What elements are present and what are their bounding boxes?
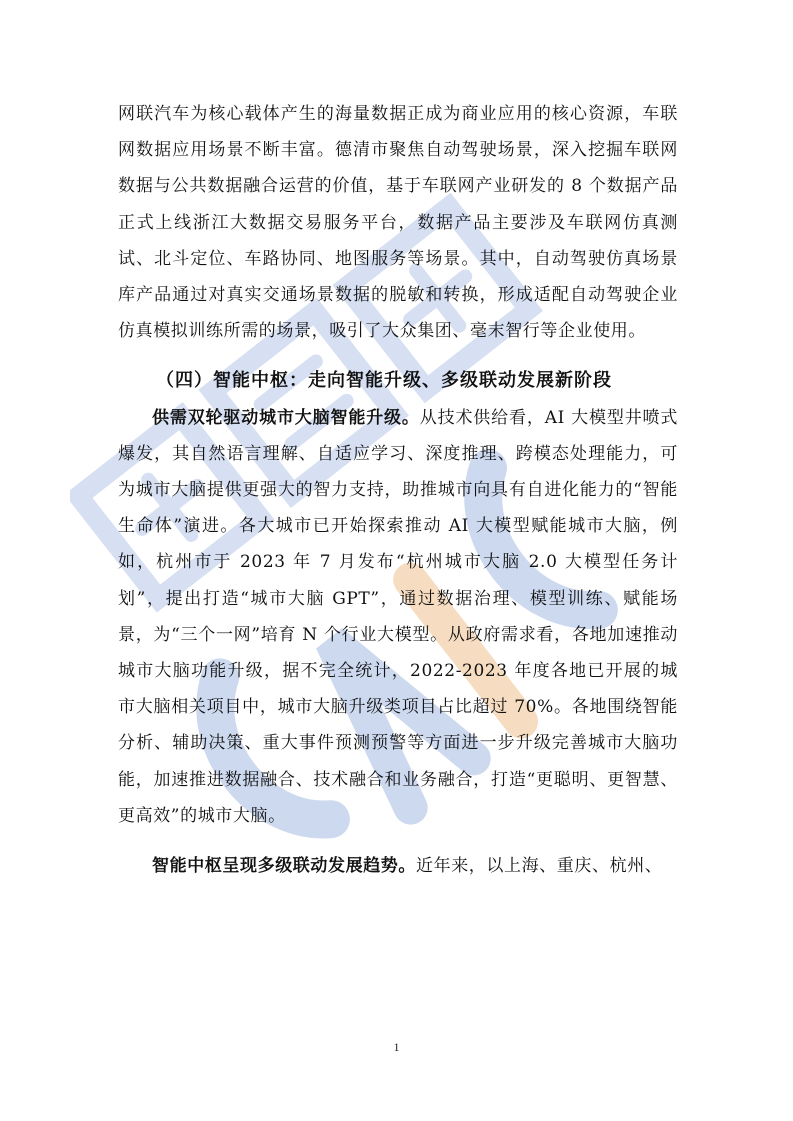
paragraph-city-brain — [118, 400, 678, 834]
paragraph-lead: 供需双轮驱动城市大脑智能升级。 — [152, 407, 420, 428]
paragraph-multilevel — [118, 848, 678, 884]
page-number: 1 — [393, 1040, 400, 1054]
spacer — [118, 349, 678, 363]
paragraph-lead: 智能中枢呈现多级联动发展趋势。 — [152, 856, 416, 877]
paragraph-vehicle-network: 网联汽车为核心载体产生的海量数据正成为商业应用的核心资源，车联网数据应用场景不断丰富。德清市聚焦自动驾驶场景，深入挖掘车联网数据与公共数据融合运营的价值，基于车联网产业研发的 8 个数据产品正式上线浙江大数据交易服务平台，数据产品主要涉及车联网仿真测试、北斗定位、车路协同、地图服务等场景。其中，自动驾驶仿真场景库产品通过对真实交通场景数据的脱敏和转换，形成适配自动驾驶企业仿真模拟训练所需的场景，吸引了大众集团、毫末智行等企业使用。 — [118, 104, 678, 342]
paragraph-body: 近年来，以上海、重庆、杭州、 — [416, 856, 663, 877]
spacer — [118, 834, 678, 848]
body-text — [118, 96, 678, 884]
paragraph-body: 从技术供给看，AI 大模型井喷式爆发，其自然语言理解、自适应学习、深度推理、跨模态处理能力，可为城市大脑提供更强大的智力支持，助推城市向具有自进化能力的“智能生命体”演进。各大城市已开始探索推动 AI 大模型赋能城市大脑，例如，杭州市于 2023 年 7 月发布“杭州城市大脑 2.0 大模型任务计划”，提出打造“城市大脑 GPT”，通过数据治理、模型训练、赋能场景，为“三个一网”培育 N 个行业大模型。从政府需求看，各地加速推动城市大脑功能升级，据不完全统计，2022-2023 年度各地已开展的城市大脑相关项目中，城市大脑升级类项目占比超过 70%。各地围绕智能分析、辅助决策、重大事件预测预警等方面进一步升级完善城市大脑功能，加速推进数据融合、技术融合和业务融合，打造“更聪明、更智慧、更高效”的城市大脑。 — [118, 407, 678, 826]
section-heading: （四）智能中枢：走向智能升级、多级联动发展新阶段 — [156, 370, 612, 392]
